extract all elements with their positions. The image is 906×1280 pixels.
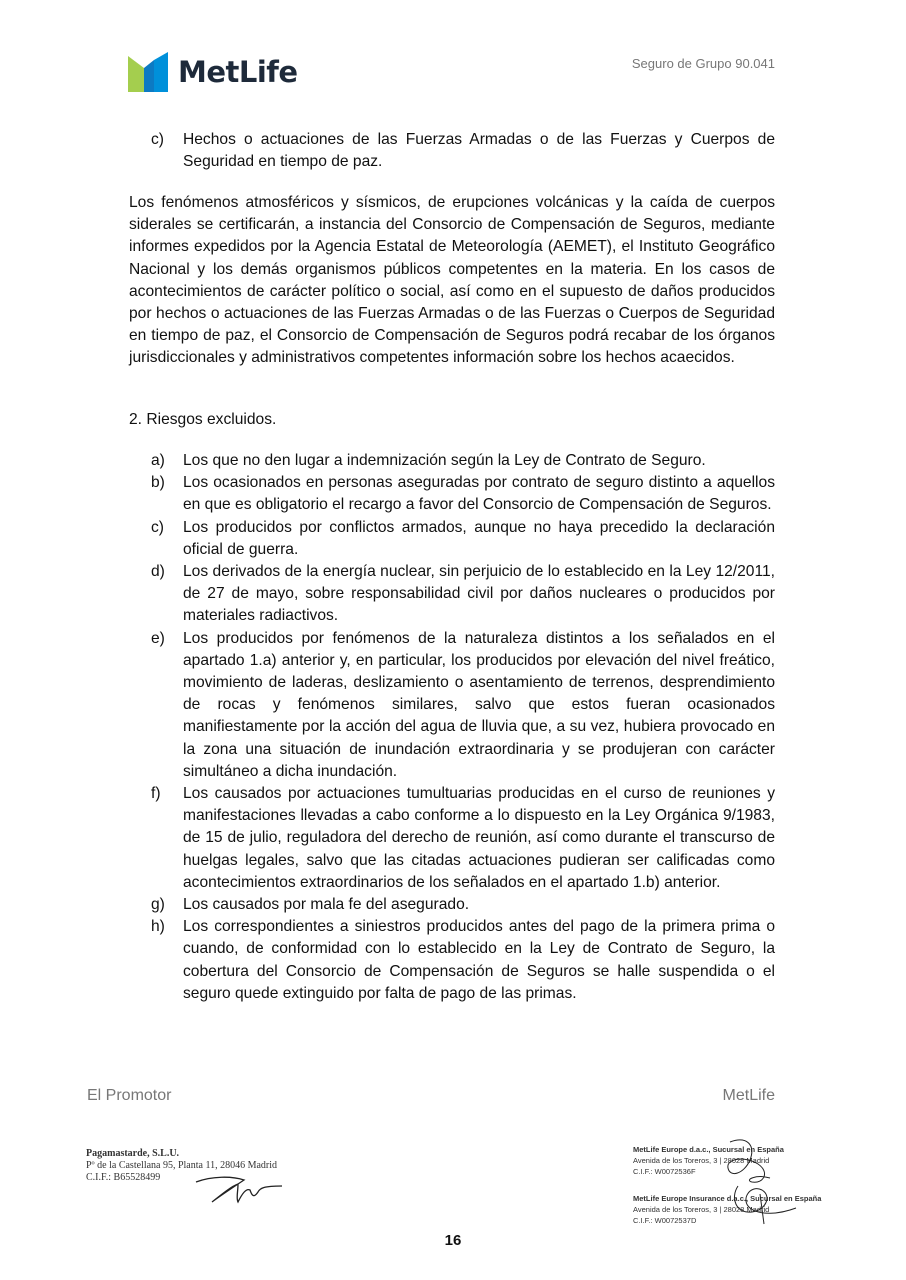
list-text: Hechos o actuaciones de las Fuerzas Armadas o de las Fuerzas y Cuerpos de Seguridad en tiempo de paz. (183, 131, 775, 171)
excluded-risks-list (129, 450, 775, 1005)
list-text: Los ocasionados en personas aseguradas por contrato de seguro distinto a aquellos en que es obligatorio el recargo a favor del Consorcio de Compensación de Seguros. (183, 474, 775, 514)
promoter-cif: C.I.F.: B65528499 (86, 1172, 161, 1183)
metlife-stamp-1-cif: C.I.F.: W0072536F (633, 1167, 696, 1176)
continued-list (129, 129, 775, 173)
list-marker: f) (151, 785, 161, 803)
list-marker: a) (151, 452, 165, 469)
list-marker: e) (151, 629, 165, 647)
list-marker: b) (151, 474, 165, 492)
list-item (129, 517, 775, 561)
logo-wordmark: MetLife (178, 55, 298, 89)
list-text: Los causados por mala fe del asegurado. (183, 896, 470, 914)
list-text: Los causados por actuaciones tumultuarias producidas en el curso de reuniones y manifestaciones llevadas a cabo conforme a lo dispuesto en la Ley Orgánica 9/1983, de 15 de julio, reguladora del derecho de reunión, así como durante el transcurso de huelgas legales, salvo que las citadas actuaciones pudieran ser calificadas como acontecimientos extraordinarios de los señalados en el apartado 1.b) anterior. (183, 785, 775, 891)
list-text: Los correspondientes a siniestros producidos antes del pago de la primera prima o cuando, de conformidad con lo establecido en la Ley de Contrato de Seguro, la cobertura del Consorcio de Compensación de Seguros se halle suspendida o el seguro quede extinguido por falta de pago de las primas. (183, 918, 775, 1002)
promoter-address: Pº de la Castellana 95, Planta 11, 28046 Madrid (86, 1160, 278, 1171)
metlife-logo (128, 52, 298, 92)
list-text: Los que no den lugar a indemnización según la Ley de Contrato de Seguro. (183, 452, 706, 469)
list-marker: d) (151, 563, 165, 581)
list-item (129, 628, 775, 783)
list-marker: g) (151, 896, 165, 914)
list-marker: h) (151, 918, 165, 936)
list-item (129, 783, 775, 894)
list-item (129, 916, 775, 1005)
list-item (129, 129, 775, 173)
metlife-stamp-2-address: Avenida de los Toreros, 3 | 28028 Madrid (633, 1205, 770, 1214)
metlife-stamp-2-cif: C.I.F.: W0072537D (633, 1216, 697, 1225)
list-item (129, 450, 775, 472)
policy-reference: Seguro de Grupo 90.041 (631, 56, 775, 71)
list-item (129, 472, 775, 516)
metlife-signature (700, 1134, 810, 1230)
list-text: Los derivados de la energía nuclear, sin perjuicio de lo establecido en la Ley 12/2011, de 27 de mayo, sobre responsabilidad civil por daños nucleares o producidos por materiales radiactivos. (183, 563, 775, 625)
section-heading: 2. Riesgos excluidos. (129, 411, 277, 428)
page-number: 16 (444, 1232, 462, 1249)
promoter-name: Pagamastarde, S.L.U. (86, 1148, 180, 1159)
promoter-signature (192, 1168, 284, 1208)
list-text: Los producidos por conflictos armados, aunque no haya precedido la declaración oficial de guerra. (183, 518, 775, 558)
list-item (129, 561, 775, 628)
metlife-label: MetLife (722, 1087, 775, 1104)
list-marker: c) (151, 518, 164, 536)
list-text: Los producidos por fenómenos de la naturaleza distintos a los señalados en el apartado 1.a) anterior y, en particular, los producidos por elevación del nivel freático, movimiento de laderas, deslizamiento o asentamiento de terrenos, desprendimiento de rocas y fenómenos similares, salvo que estos fueran ocasionados manifiestamente por la acción del agua de lluvia que, a su vez, hubiera provocado en la zona una situación de inundación extraordinaria y se produjeran con carácter simultáneo a dicha inundación. (183, 629, 775, 780)
certification-paragraph: Los fenómenos atmosféricos y sísmicos, de erupciones volcánicas y la caída de cuerpos siderales se certificarán, a instancia del Consorcio de Compensación de Seguros, mediante informes expedidos por la Agencia Estatal de Meteorología (AEMET), el Instituto Geográfico Nacional y los demás organismos públicos competentes en la materia. En los casos de acontecimientos de carácter político o social, así como en el supuesto de daños producidos por hechos o actuaciones de las Fuerzas Armadas o de las Fuerzas o Cuerpos de Seguridad en tiempo de paz, el Consorcio de Compensación de Seguros podrá recabar de los órganos jurisdiccionales y administrativos competentes información sobre los hechos acaecidos. (129, 194, 775, 367)
metlife-stamp-2-name: MetLife Europe Insurance d.a.c., Sucursal en España (633, 1194, 822, 1203)
list-marker: c) (151, 131, 164, 148)
metlife-stamp-1-name: MetLife Europe d.a.c., Sucursal en España (633, 1145, 784, 1154)
promoter-label: El Promotor (87, 1087, 172, 1104)
metlife-logo-icon (128, 52, 168, 92)
list-item (129, 894, 775, 916)
metlife-stamp-1-address: Avenida de los Toreros, 3 | 28028 Madrid (633, 1156, 770, 1165)
